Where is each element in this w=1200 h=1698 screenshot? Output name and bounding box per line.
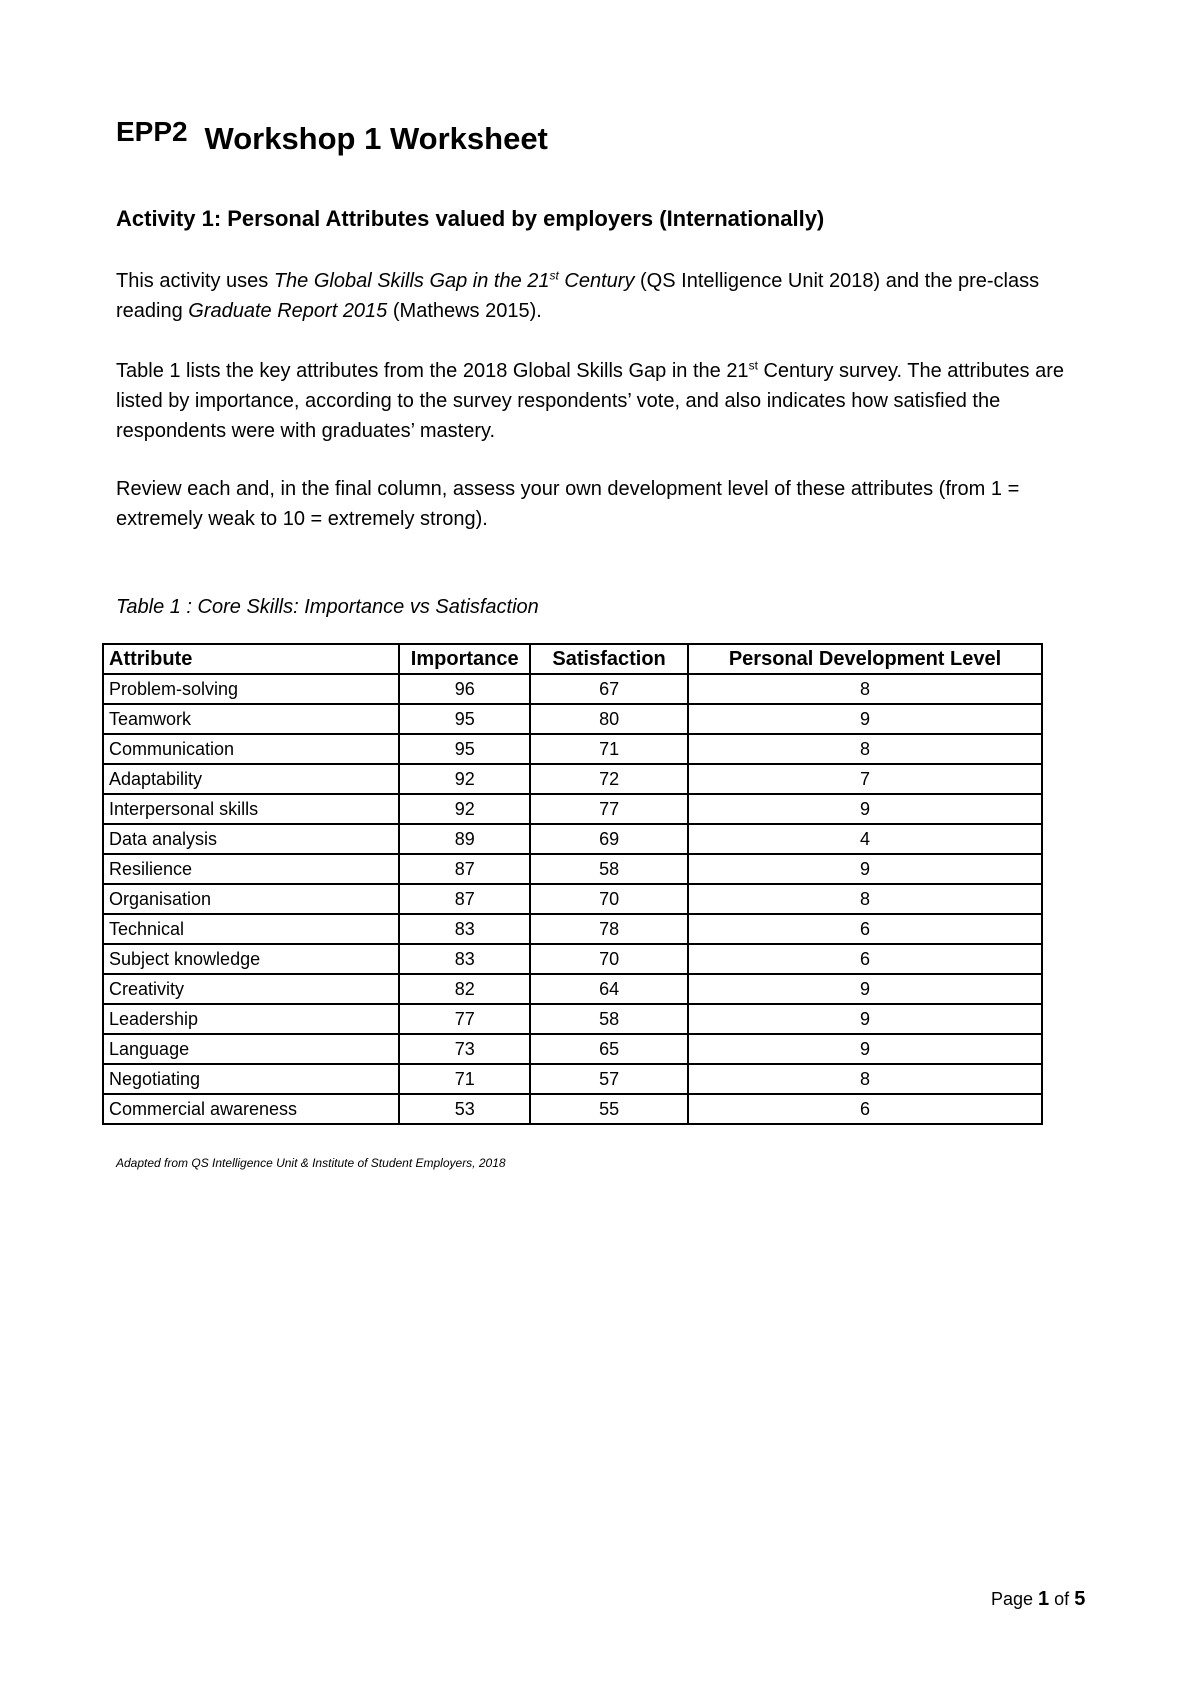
cell-personal-development-level: 9 — [688, 1004, 1042, 1034]
ordinal-suffix: st — [748, 358, 758, 373]
table-row — [103, 914, 1042, 944]
cell-personal-development-level: 9 — [688, 794, 1042, 824]
table-row — [103, 1034, 1042, 1064]
table-row — [103, 824, 1042, 854]
cell-importance: 83 — [399, 944, 530, 974]
table-row — [103, 974, 1042, 1004]
cell-attribute: Data analysis — [103, 824, 399, 854]
table-row — [103, 704, 1042, 734]
cell-personal-development-level: 9 — [688, 1034, 1042, 1064]
cell-importance: 87 — [399, 854, 530, 884]
cell-importance: 92 — [399, 764, 530, 794]
cell-personal-development-level: 8 — [688, 884, 1042, 914]
document-title — [116, 116, 548, 157]
cell-attribute: Problem-solving — [103, 674, 399, 704]
table-row — [103, 854, 1042, 884]
intro-paragraph-1 — [116, 266, 1076, 326]
cell-attribute: Interpersonal skills — [103, 794, 399, 824]
cell-satisfaction: 77 — [530, 794, 688, 824]
cell-attribute: Communication — [103, 734, 399, 764]
cell-importance: 95 — [399, 704, 530, 734]
cell-satisfaction: 71 — [530, 734, 688, 764]
table-source-note: Adapted from QS Intelligence Unit & Institute of Student Employers, 2018 — [116, 1156, 506, 1170]
table-row — [103, 674, 1042, 704]
cell-importance: 87 — [399, 884, 530, 914]
cell-importance: 96 — [399, 674, 530, 704]
intro-paragraph-2 — [116, 356, 1076, 446]
cell-importance: 95 — [399, 734, 530, 764]
cell-attribute: Adaptability — [103, 764, 399, 794]
cell-satisfaction: 72 — [530, 764, 688, 794]
cell-importance: 53 — [399, 1094, 530, 1124]
column-header-satisfaction: Satisfaction — [530, 644, 688, 674]
table-row — [103, 1094, 1042, 1124]
cell-satisfaction: 78 — [530, 914, 688, 944]
cell-personal-development-level: 8 — [688, 734, 1042, 764]
of-label: of — [1049, 1589, 1075, 1609]
page-number-footer — [991, 1588, 1085, 1611]
cell-satisfaction: 70 — [530, 944, 688, 974]
cell-personal-development-level: 8 — [688, 674, 1042, 704]
table-row — [103, 884, 1042, 914]
table-row — [103, 734, 1042, 764]
intro-text: Table 1 lists the key attributes from the 2018 Global Skills Gap in the 21 — [116, 360, 749, 382]
cell-personal-development-level: 9 — [688, 854, 1042, 884]
table-row — [103, 1064, 1042, 1094]
cell-importance: 77 — [399, 1004, 530, 1034]
cell-importance: 71 — [399, 1064, 530, 1094]
cell-personal-development-level: 4 — [688, 824, 1042, 854]
cell-importance: 82 — [399, 974, 530, 1004]
cell-satisfaction: 58 — [530, 854, 688, 884]
intro-text: Century survey. The attributes are listed by importance, according to the survey respondents’ vote, and also indicates how satisfied the respondents were with graduates’ mastery. — [116, 360, 1064, 442]
cell-attribute: Creativity — [103, 974, 399, 1004]
intro-text: This activity uses — [116, 270, 274, 292]
cell-personal-development-level: 7 — [688, 764, 1042, 794]
course-code: EPP2 — [116, 116, 188, 147]
cell-importance: 73 — [399, 1034, 530, 1064]
report-title — [274, 270, 635, 292]
cell-satisfaction: 65 — [530, 1034, 688, 1064]
cell-personal-development-level: 8 — [688, 1064, 1042, 1094]
cell-importance: 83 — [399, 914, 530, 944]
cell-importance: 92 — [399, 794, 530, 824]
cell-attribute: Resilience — [103, 854, 399, 884]
page-label: Page — [991, 1589, 1039, 1609]
skills-table — [102, 643, 1043, 1125]
cell-importance: 89 — [399, 824, 530, 854]
table-caption: Table 1 : Core Skills: Importance vs Satisfaction — [116, 596, 539, 618]
column-header-attribute: Attribute — [103, 644, 399, 674]
cell-attribute: Negotiating — [103, 1064, 399, 1094]
cell-satisfaction: 80 — [530, 704, 688, 734]
table-row — [103, 794, 1042, 824]
cell-personal-development-level: 6 — [688, 914, 1042, 944]
table-row — [103, 944, 1042, 974]
cell-satisfaction: 55 — [530, 1094, 688, 1124]
cell-satisfaction: 57 — [530, 1064, 688, 1094]
cell-satisfaction: 64 — [530, 974, 688, 1004]
reading-title: Graduate Report 2015 — [188, 300, 388, 322]
cell-attribute: Organisation — [103, 884, 399, 914]
column-header-personal-development-level: Personal Development Level — [688, 644, 1042, 674]
cell-satisfaction: 69 — [530, 824, 688, 854]
table-header-row — [103, 644, 1042, 674]
current-page-number: 1 — [1038, 1588, 1050, 1610]
cell-personal-development-level: 6 — [688, 1094, 1042, 1124]
cell-attribute: Leadership — [103, 1004, 399, 1034]
cell-satisfaction: 58 — [530, 1004, 688, 1034]
report-title-text: The Global Skills Gap in the 21 — [273, 270, 550, 292]
cell-personal-development-level: 9 — [688, 704, 1042, 734]
skills-table-body — [103, 674, 1042, 1124]
ordinal-suffix: st — [549, 268, 559, 283]
cell-personal-development-level: 9 — [688, 974, 1042, 1004]
table-row — [103, 1004, 1042, 1034]
cell-attribute: Teamwork — [103, 704, 399, 734]
table-row — [103, 764, 1042, 794]
intro-paragraph-3: Review each and, in the final column, assess your own development level of these attributes (from 1 = extremely weak to 10 = extremely strong). — [116, 478, 1020, 530]
intro-text: (QS Intelligence Unit 2018) and the pre-class reading — [116, 270, 1040, 322]
cell-satisfaction: 70 — [530, 884, 688, 914]
report-title-end: Century — [558, 270, 635, 292]
intro-text: (Mathews 2015). — [387, 300, 542, 322]
column-header-importance: Importance — [399, 644, 530, 674]
cell-personal-development-level: 6 — [688, 944, 1042, 974]
cell-satisfaction: 67 — [530, 674, 688, 704]
total-pages: 5 — [1074, 1588, 1086, 1610]
worksheet-title: Workshop 1 Worksheet — [204, 121, 548, 156]
cell-attribute: Technical — [103, 914, 399, 944]
activity-heading: Activity 1: Personal Attributes valued by employers (Internationally) — [116, 206, 825, 231]
cell-attribute: Subject knowledge — [103, 944, 399, 974]
cell-attribute: Language — [103, 1034, 399, 1064]
cell-attribute: Commercial awareness — [103, 1094, 399, 1124]
